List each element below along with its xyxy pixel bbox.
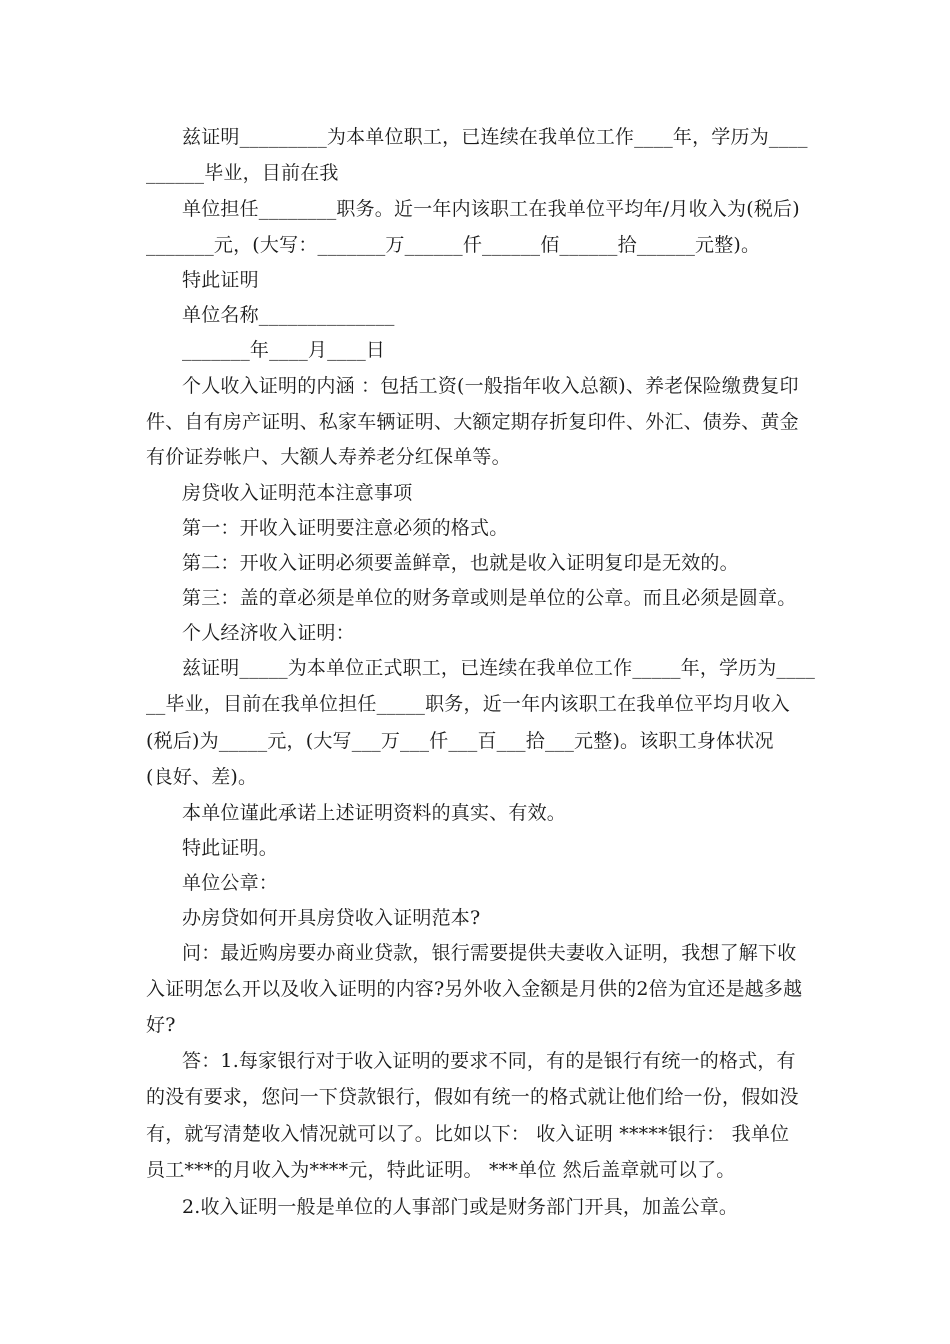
paragraph-line: (税后)为_____元，(大写___万___仟___百___拾___元整)。该职工身体状况 bbox=[146, 730, 774, 752]
paragraph-line: 件、自有房产证明、私家车辆证明、大额定期存折复印件、外汇、债券、黄金 bbox=[146, 411, 799, 433]
paragraph-line: 入证明怎么开以及收入证明的内容?另外收入金额是月供的2倍为宜还是越多越 bbox=[146, 978, 803, 1000]
paragraph-line: _______年____月____日 bbox=[182, 339, 386, 361]
paragraph-line: 本单位谨此承诺上述证明资料的真实、有效。 bbox=[182, 802, 567, 824]
paragraph-line: 第一：开收入证明要注意必须的格式。 bbox=[182, 517, 509, 539]
paragraph-line: 单位名称______________ bbox=[182, 304, 395, 326]
paragraph-line: 有价证券帐户、大额人寿养老分红保单等。 bbox=[146, 446, 511, 468]
paragraph-line: 单位担任________职务。近一年内该职工在我单位平均年/月收入为(税后) bbox=[182, 198, 800, 220]
paragraph-line: 特此证明。 bbox=[182, 837, 279, 859]
paragraph-line: 兹证明_____为本单位正式职工，已连续在我单位工作_____年，学历为____ bbox=[182, 657, 816, 679]
paragraph-line: 员工***的月收入为****元，特此证明。 ***单位 然后盖章就可以了。 bbox=[146, 1159, 736, 1181]
paragraph-line: 好? bbox=[146, 1014, 176, 1036]
paragraph-line: 特此证明 bbox=[182, 269, 259, 291]
paragraph-line: 2.收入证明一般是单位的人事部门或是财务部门开具，加盖公章。 bbox=[182, 1196, 739, 1218]
paragraph-line: 个人收入证明的内涵 ：包括工资(一般指年收入总额)、养老保险缴费复印 bbox=[182, 375, 799, 397]
paragraph-line: 的没有要求，您问一下贷款银行，假如有统一的格式就让他们给一份，假如没 bbox=[146, 1086, 799, 1108]
paragraph-line: 第二：开收入证明必须要盖鲜章，也就是收入证明复印是无效的。 bbox=[182, 552, 739, 574]
paragraph-line: ______毕业，目前在我 bbox=[146, 162, 339, 184]
paragraph-line: 有，就写清楚收入情况就可以了。比如以下： 收入证明 *****银行： 我单位 bbox=[146, 1123, 790, 1145]
paragraph-line: (良好、差)。 bbox=[146, 766, 258, 788]
paragraph-line: 兹证明_________为本单位职工，已连续在我单位工作____年，学历为____ bbox=[182, 126, 808, 148]
section-heading: 房贷收入证明范本注意事项 bbox=[182, 482, 413, 504]
section-heading: 个人经济收入证明： bbox=[182, 622, 355, 644]
paragraph-line: 问：最近购房要办商业贷款，银行需要提供夫妻收入证明，我想了解下收 bbox=[182, 942, 797, 964]
paragraph-line: 单位公章： bbox=[182, 872, 279, 894]
section-heading: 办房贷如何开具房贷收入证明范本? bbox=[182, 907, 481, 929]
paragraph-line: 第三：盖的章必须是单位的财务章或则是单位的公章。而且必须是圆章。 bbox=[182, 587, 797, 609]
paragraph-line: _______元，(大写：_______万______仟______佰______拾______元整)。 bbox=[146, 234, 761, 256]
paragraph-line: __毕业，目前在我单位担任_____职务，近一年内该职工在我单位平均月收入 bbox=[146, 693, 790, 715]
paragraph-line: 答：1.每家银行对于收入证明的要求不同，有的是银行有统一的格式，有 bbox=[182, 1050, 796, 1072]
